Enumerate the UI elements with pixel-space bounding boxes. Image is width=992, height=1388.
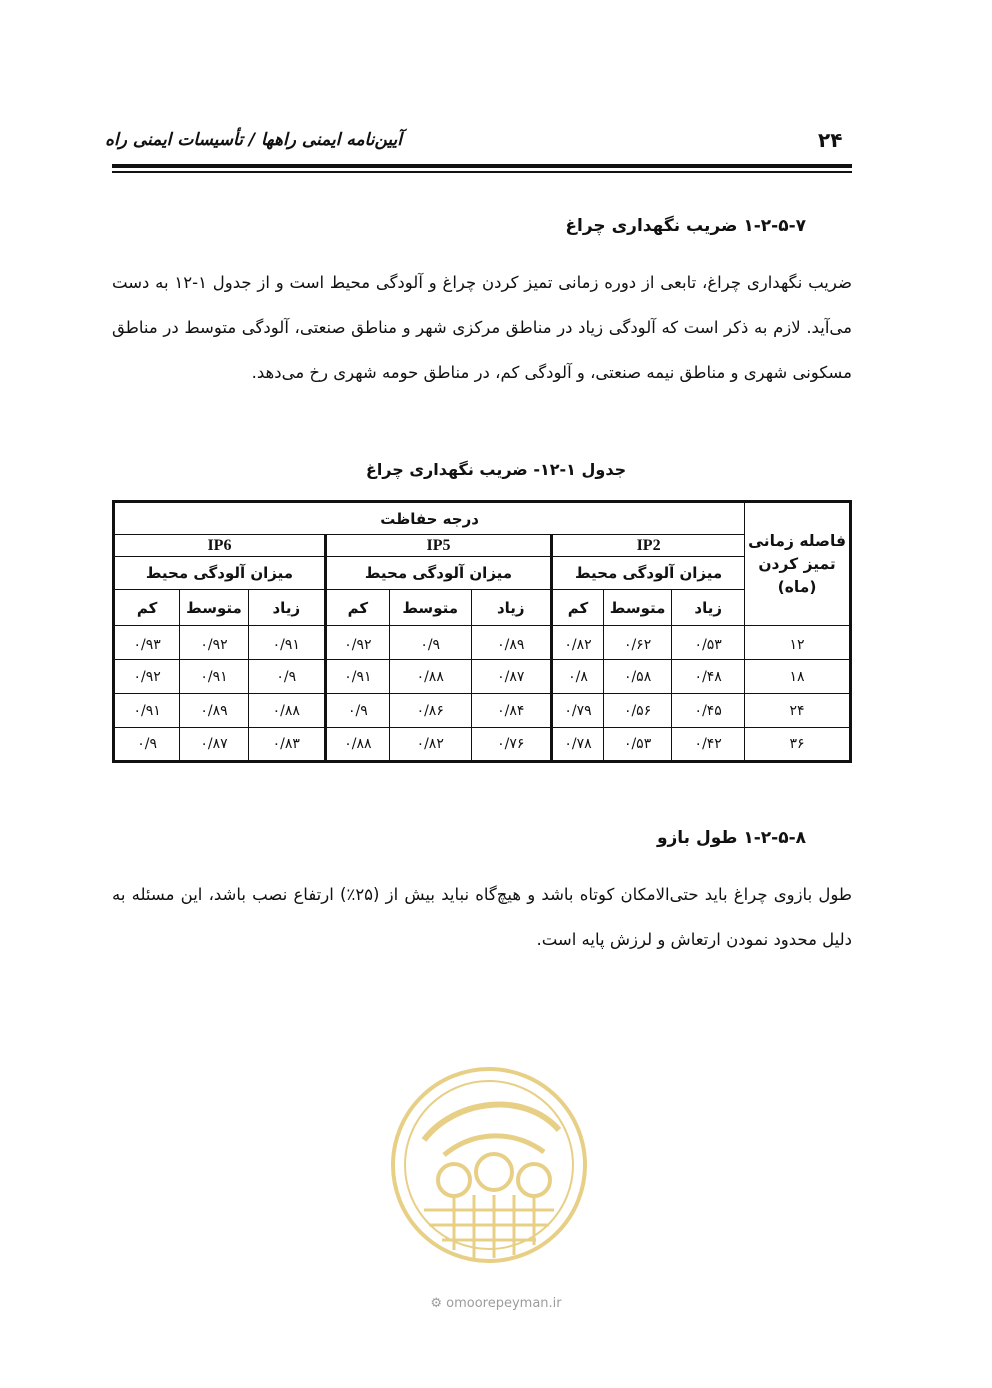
- header-rule-thin: [112, 171, 852, 173]
- cell-ip6-low: ۰/۹۲: [114, 660, 180, 694]
- cell-ip5-high: ۰/۸۴: [471, 694, 552, 728]
- cell-ip2-high: ۰/۴۸: [672, 660, 745, 694]
- level-high-ip5: زیاد: [471, 590, 552, 626]
- level-low-ip6: کم: [114, 590, 180, 626]
- cell-ip2-low: ۰/۸: [552, 660, 604, 694]
- level-medium-ip6: متوسط: [180, 590, 248, 626]
- ip2-header: IP2: [552, 535, 745, 557]
- pollution-header-ip6: میزان آلودگی محیط: [114, 557, 326, 590]
- running-header: آیین‌نامه ایمنی راهها / تأسیسات ایمنی راه: [105, 130, 402, 150]
- section-body-maintenance-factor: ضریب نگهداری چراغ، تابعی از دوره زمانی تمیز کردن چراغ و آلودگی محیط است و از جدول ۱-۱۲ به دست می‌آید. لازم به ذکر است که آلودگی زیاد در مناطق مرکزی شهر و مناطق صنعتی، آلودگی متوسط در مناطق مسکونی شهری و مناطق نیمه صنعتی، و آلودگی کم، در مناطق حومه شهری رخ می‌دهد.: [112, 273, 852, 382]
- cell-interval: ۱۲: [745, 626, 851, 660]
- level-low-ip2: کم: [552, 590, 604, 626]
- page-number: ۲۴: [818, 128, 843, 152]
- corner-header-cleaning-interval: فاصله زمانی تمیز کردن (ماه): [745, 502, 851, 626]
- level-high-ip2: زیاد: [672, 590, 745, 626]
- cell-ip5-high: ۰/۸۷: [471, 660, 552, 694]
- level-high-ip6: زیاد: [248, 590, 325, 626]
- level-medium-ip5: متوسط: [389, 590, 471, 626]
- cell-ip6-medium: ۰/۸۹: [180, 694, 248, 728]
- cell-ip5-low: ۰/۸۸: [325, 728, 389, 762]
- table-row: [114, 626, 851, 660]
- cell-ip6-medium: ۰/۹۱: [180, 660, 248, 694]
- cell-ip2-medium: ۰/۵۳: [603, 728, 671, 762]
- cell-ip5-medium: ۰/۸۸: [389, 660, 471, 694]
- table-row: [114, 694, 851, 728]
- cell-ip5-high: ۰/۷۶: [471, 728, 552, 762]
- cell-ip2-low: ۰/۸۲: [552, 626, 604, 660]
- table-row: [114, 728, 851, 762]
- pollution-header-ip2: میزان آلودگی محیط: [552, 557, 745, 590]
- cell-ip2-high: ۰/۴۲: [672, 728, 745, 762]
- cell-ip5-medium: ۰/۹: [389, 626, 471, 660]
- cell-ip6-medium: ۰/۹۲: [180, 626, 248, 660]
- pollution-header-ip5: میزان آلودگی محیط: [325, 557, 551, 590]
- header-rule-thick: [112, 164, 852, 168]
- protection-degree-header: درجه حفاظت: [114, 502, 745, 535]
- cell-ip2-low: ۰/۷۹: [552, 694, 604, 728]
- cell-ip6-high: ۰/۹: [248, 660, 325, 694]
- cell-ip5-low: ۰/۹۱: [325, 660, 389, 694]
- cell-ip5-medium: ۰/۸۲: [389, 728, 471, 762]
- seal-graphic: [393, 1069, 585, 1261]
- cell-ip6-low: ۰/۹۱: [114, 694, 180, 728]
- cell-ip2-high: ۰/۵۳: [672, 626, 745, 660]
- maintenance-factor-table: [112, 500, 852, 763]
- table-body: [114, 626, 851, 762]
- ip5-header: IP5: [325, 535, 551, 557]
- cell-ip5-medium: ۰/۸۶: [389, 694, 471, 728]
- cell-interval: ۲۴: [745, 694, 851, 728]
- level-low-ip5: کم: [325, 590, 389, 626]
- cell-ip6-high: ۰/۸۸: [248, 694, 325, 728]
- watermark-website: ⚙ omoorepeyman.ir: [430, 1296, 562, 1311]
- table-row: [114, 660, 851, 694]
- cell-ip2-high: ۰/۴۵: [672, 694, 745, 728]
- level-medium-ip2: متوسط: [603, 590, 671, 626]
- cell-ip2-medium: ۰/۵۸: [603, 660, 671, 694]
- ip6-header: IP6: [114, 535, 326, 557]
- cell-ip6-high: ۰/۹۱: [248, 626, 325, 660]
- cell-ip6-high: ۰/۸۳: [248, 728, 325, 762]
- publisher-seal-logo: [384, 1060, 594, 1270]
- cell-ip5-low: ۰/۹۲: [325, 626, 389, 660]
- cell-interval: ۱۸: [745, 660, 851, 694]
- cell-ip2-medium: ۰/۵۶: [603, 694, 671, 728]
- cell-ip2-low: ۰/۷۸: [552, 728, 604, 762]
- cell-ip2-medium: ۰/۶۲: [603, 626, 671, 660]
- cell-ip5-high: ۰/۸۹: [471, 626, 552, 660]
- cell-ip6-medium: ۰/۸۷: [180, 728, 248, 762]
- section-body-arm-length: طول بازوی چراغ باید حتی‌الامکان کوتاه باشد و هیچ‌گاه نباید بیش از (۲۵٪) ارتفاع نصب باشد، این مسئله به دلیل محدود نمودن ارتعاش و لرزش پایه است.: [112, 885, 852, 949]
- section-title-arm-length: ۱-۲-۵-۸ طول بازو: [656, 828, 806, 848]
- cell-interval: ۳۶: [745, 728, 851, 762]
- cell-ip5-low: ۰/۹: [325, 694, 389, 728]
- table-caption: جدول ۱-۱۲- ضریب نگهداری چراغ: [365, 460, 627, 479]
- cell-ip6-low: ۰/۹۳: [114, 626, 180, 660]
- cell-ip6-low: ۰/۹: [114, 728, 180, 762]
- section-title-maintenance-factor: ۱-۲-۵-۷ ضریب نگهداری چراغ: [565, 216, 806, 236]
